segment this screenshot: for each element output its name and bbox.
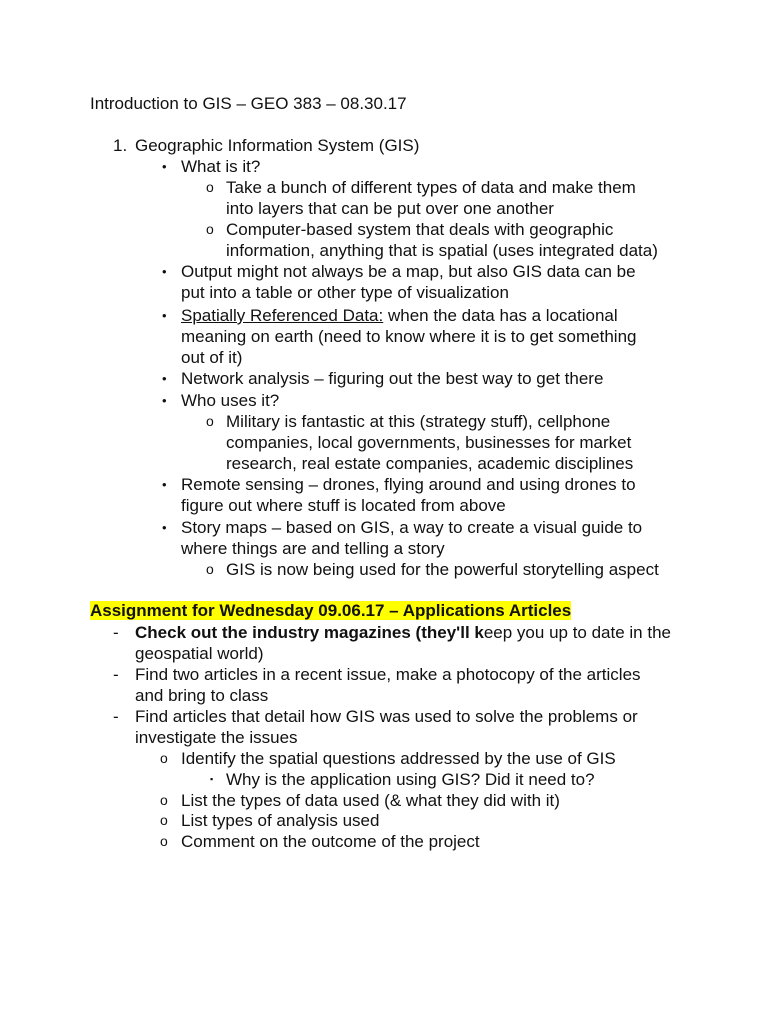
bullet-marker: • [162,520,167,535]
list-item-cont: information, anything that is spatial (uses integrated data) [226,241,658,260]
section-heading: Geographic Information System (GIS) [135,136,420,155]
bold-text: Check out the industry magazines (they'll k [135,623,484,642]
list-item: What is it? [181,157,261,176]
list-item: List types of analysis used [181,811,380,830]
list-item: Find articles that detail how GIS was used to solve the problems or [135,707,638,726]
bullet-marker: • [162,264,167,279]
list-item: List the types of data used (& what they did with it) [181,791,560,810]
list-item: Identify the spatial questions addressed by the use of GIS [181,749,616,768]
list-item-cont: research, real estate companies, academic disciplines [226,454,634,473]
section-number: 1. [113,136,128,155]
circle-marker: o [206,179,214,195]
list-item-cont: out of it) [181,348,243,367]
list-item-cont: and bring to class [135,686,269,705]
plain-text: eep you up to date in the [483,623,671,642]
bullet-marker: • [162,159,167,174]
list-item: Find two articles in a recent issue, make a photocopy of the articles [135,665,641,684]
assignment-heading [90,600,571,621]
circle-marker: o [206,221,214,237]
dash-marker: - [113,665,119,684]
list-item: Output might not always be a map, but also GIS data can be [181,262,636,281]
list-item-cont: investigate the issues [135,728,298,747]
circle-marker: o [206,561,214,577]
circle-marker: o [206,413,214,429]
list-item: Take a bunch of different types of data and make them [226,178,636,197]
list-item: GIS is now being used for the powerful storytelling aspect [226,560,659,579]
list-item [181,305,618,326]
bullet-marker: • [162,308,167,323]
list-item [135,622,671,643]
list-item-cont: put into a table or other type of visualization [181,283,509,302]
list-item-cont: companies, local governments, businesses for market [226,433,632,452]
list-item-cont: meaning on earth (need to know where it is to get something [181,327,637,346]
list-item: Story maps – based on GIS, a way to create a visual guide to [181,518,643,537]
circle-marker: o [160,792,168,808]
list-item: Comment on the outcome of the project [181,832,480,851]
list-item: Why is the application using GIS? Did it need to? [226,770,595,789]
list-item-cont: geospatial world) [135,644,264,663]
list-item-cont: figure out where stuff is located from above [181,496,506,515]
list-item: Computer-based system that deals with geographic [226,220,614,239]
list-item: Military is fantastic at this (strategy stuff), cellphone [226,412,611,431]
dash-marker: - [113,707,119,726]
term-spatially-referenced-data: Spatially Referenced Data: [181,306,384,325]
dash-marker: - [113,623,119,642]
list-item: Network analysis – figuring out the best way to get there [181,369,604,388]
bullet-marker: • [162,393,167,408]
list-item: Remote sensing – drones, flying around and using drones to [181,475,636,494]
bullet-marker: • [162,371,167,386]
definition-text: when the data has a locational [383,306,618,325]
circle-marker: o [160,750,168,766]
bullet-marker: • [162,477,167,492]
document-title: Introduction to GIS – GEO 383 – 08.30.17 [90,94,407,113]
assignment-heading-text: Assignment for Wednesday 09.06.17 – Applications Articles [90,601,572,620]
circle-marker: o [160,833,168,849]
square-marker: ▪ [210,774,214,784]
list-item-cont: where things are and telling a story [181,539,445,558]
list-item-cont: into layers that can be put over one another [226,199,554,218]
circle-marker: o [160,812,168,828]
list-item: Who uses it? [181,391,280,410]
